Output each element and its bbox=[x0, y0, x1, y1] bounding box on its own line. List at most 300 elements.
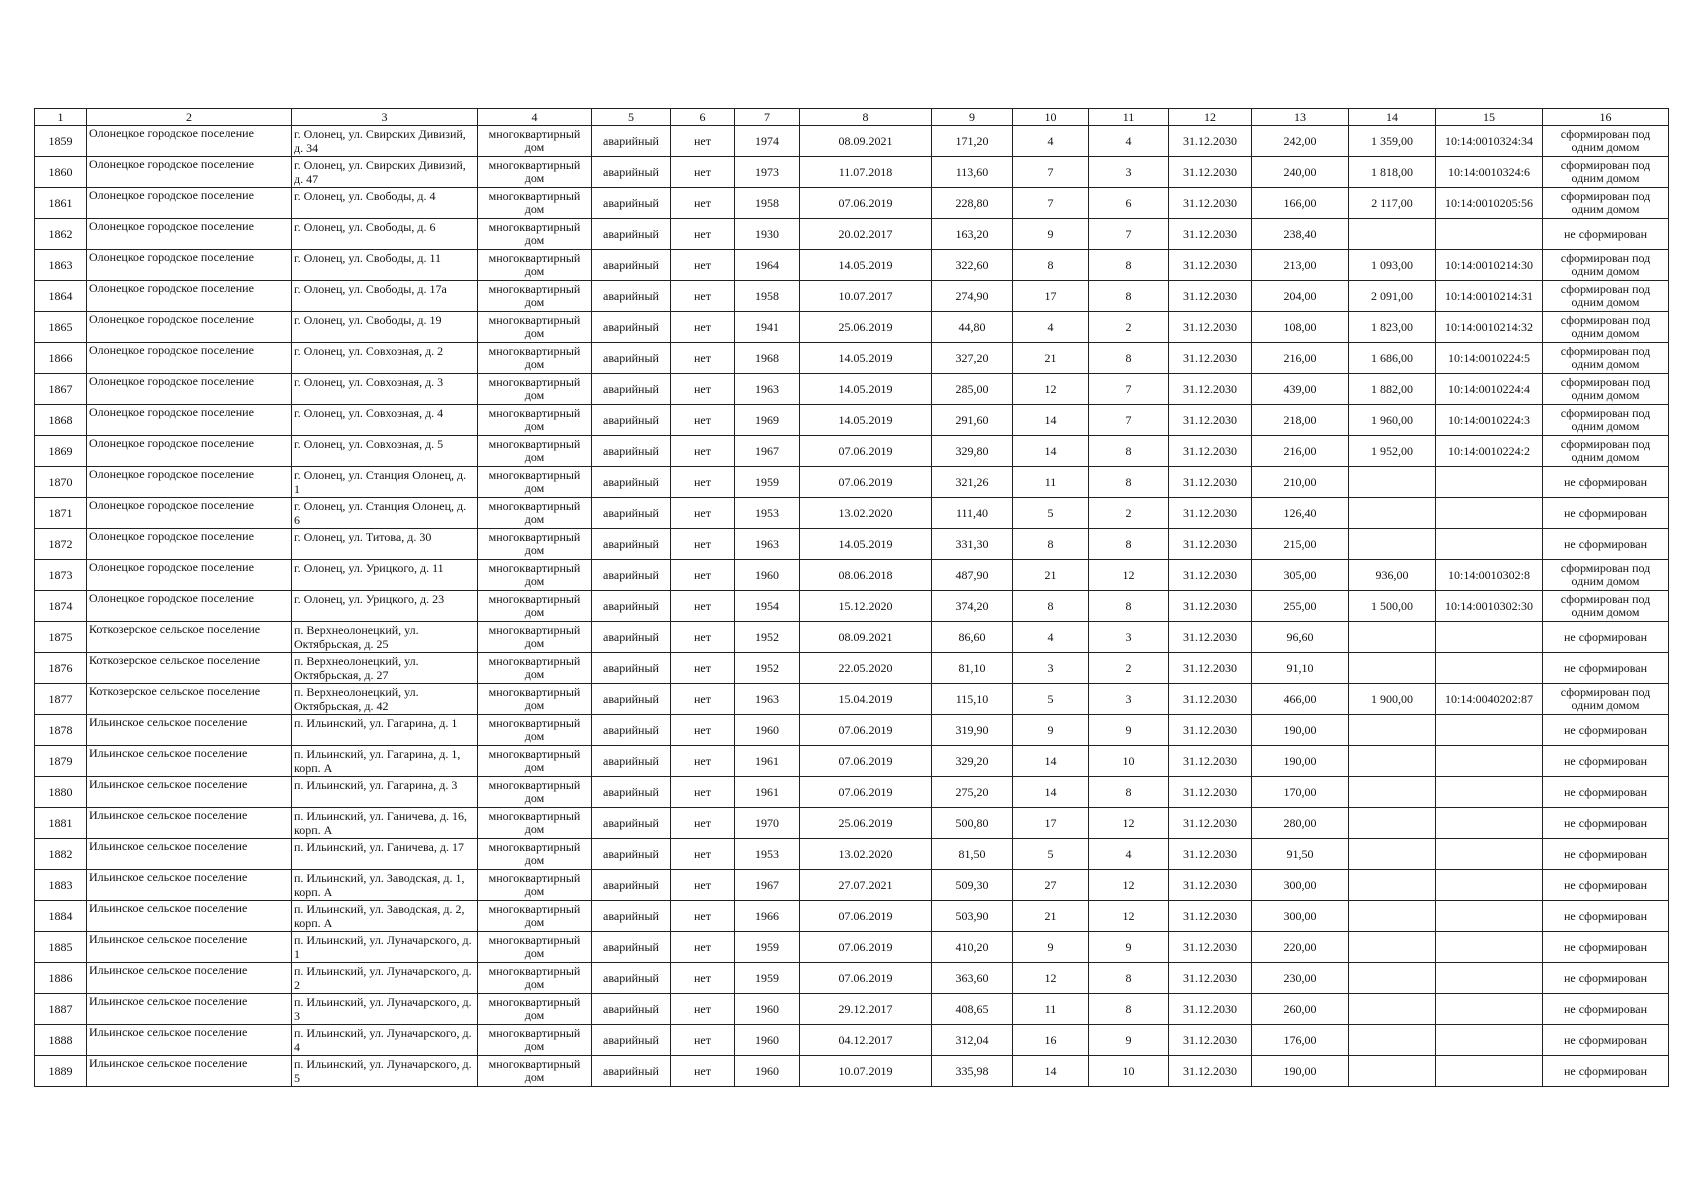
cell-condition: аварийный bbox=[592, 405, 671, 436]
cell-deadline: 31.12.2030 bbox=[1169, 343, 1252, 374]
cell-land-status: не сформирован bbox=[1543, 994, 1669, 1025]
cell-flag: нет bbox=[671, 777, 735, 808]
cell-residents: 5 bbox=[1013, 498, 1089, 529]
cell-settlement: Олонецкое городское поселение bbox=[87, 126, 292, 157]
cell-row-number: 1888 bbox=[35, 1025, 87, 1056]
cell-address: п. Ильинский, ул. Заводская, д. 2, корп. А bbox=[292, 901, 478, 932]
cell-row-number: 1873 bbox=[35, 560, 87, 591]
cell-residents: 17 bbox=[1013, 281, 1089, 312]
cell-condition: аварийный bbox=[592, 126, 671, 157]
cell-deadline: 31.12.2030 bbox=[1169, 932, 1252, 963]
table-body bbox=[35, 109, 1669, 1087]
cell-date: 14.05.2019 bbox=[800, 374, 932, 405]
cell-flag: нет bbox=[671, 188, 735, 219]
cell-land-status: не сформирован bbox=[1543, 529, 1669, 560]
cell-condition: аварийный bbox=[592, 870, 671, 901]
cell-date: 10.07.2017 bbox=[800, 281, 932, 312]
cell-cadastral-number bbox=[1436, 529, 1543, 560]
cell-land-status: сформирован под одним домом bbox=[1543, 591, 1669, 622]
cell-condition: аварийный bbox=[592, 529, 671, 560]
cell-residents: 16 bbox=[1013, 1025, 1089, 1056]
cell-flag: нет bbox=[671, 808, 735, 839]
cell-land-status: не сформирован bbox=[1543, 808, 1669, 839]
table-row bbox=[35, 808, 1669, 839]
cell-date: 20.02.2017 bbox=[800, 219, 932, 250]
table-row bbox=[35, 1025, 1669, 1056]
cell-settlement: Олонецкое городское поселение bbox=[87, 281, 292, 312]
column-header: 3 bbox=[292, 109, 478, 126]
cell-area-value: 170,00 bbox=[1252, 777, 1349, 808]
cell-area-value: 216,00 bbox=[1252, 436, 1349, 467]
cell-land-status: не сформирован bbox=[1543, 963, 1669, 994]
cell-area: 327,20 bbox=[932, 343, 1013, 374]
column-header: 13 bbox=[1252, 109, 1349, 126]
cell-condition: аварийный bbox=[592, 374, 671, 405]
cell-residents: 14 bbox=[1013, 405, 1089, 436]
cell-apartments: 8 bbox=[1089, 343, 1169, 374]
cell-land-area: 1 359,00 bbox=[1349, 126, 1436, 157]
column-header: 16 bbox=[1543, 109, 1669, 126]
cell-apartments: 12 bbox=[1089, 808, 1169, 839]
cell-apartments: 12 bbox=[1089, 560, 1169, 591]
cell-condition: аварийный bbox=[592, 1056, 671, 1087]
cell-cadastral-number bbox=[1436, 1056, 1543, 1087]
cell-area-value: 215,00 bbox=[1252, 529, 1349, 560]
cell-cadastral-number bbox=[1436, 870, 1543, 901]
cell-area-value: 91,10 bbox=[1252, 653, 1349, 684]
cell-address: г. Олонец, ул. Свободы, д. 4 bbox=[292, 188, 478, 219]
cell-deadline: 31.12.2030 bbox=[1169, 157, 1252, 188]
cell-land-status: сформирован под одним домом bbox=[1543, 436, 1669, 467]
table-row bbox=[35, 374, 1669, 405]
cell-area-value: 91,50 bbox=[1252, 839, 1349, 870]
cell-cadastral-number bbox=[1436, 467, 1543, 498]
table-row bbox=[35, 281, 1669, 312]
cell-address: г. Олонец, ул. Свободы, д. 11 bbox=[292, 250, 478, 281]
cell-apartments: 8 bbox=[1089, 994, 1169, 1025]
cell-address: п. Верхнеолонецкий, ул. Октябрьская, д. 25 bbox=[292, 622, 478, 653]
cell-row-number: 1870 bbox=[35, 467, 87, 498]
cell-year-built: 1952 bbox=[735, 622, 800, 653]
cell-land-area: 936,00 bbox=[1349, 560, 1436, 591]
cell-building-type: многоквартирный дом bbox=[478, 188, 592, 219]
column-header: 11 bbox=[1089, 109, 1169, 126]
table-row bbox=[35, 498, 1669, 529]
cell-address: г. Олонец, ул. Совхозная, д. 3 bbox=[292, 374, 478, 405]
cell-building-type: многоквартирный дом bbox=[478, 777, 592, 808]
cell-deadline: 31.12.2030 bbox=[1169, 436, 1252, 467]
cell-condition: аварийный bbox=[592, 963, 671, 994]
cell-residents: 12 bbox=[1013, 374, 1089, 405]
cell-condition: аварийный bbox=[592, 157, 671, 188]
cell-land-status: не сформирован bbox=[1543, 777, 1669, 808]
cell-cadastral-number bbox=[1436, 219, 1543, 250]
cell-flag: нет bbox=[671, 157, 735, 188]
cell-area: 374,20 bbox=[932, 591, 1013, 622]
cell-building-type: многоквартирный дом bbox=[478, 498, 592, 529]
cell-settlement: Олонецкое городское поселение bbox=[87, 343, 292, 374]
cell-address: г. Олонец, ул. Свободы, д. 19 bbox=[292, 312, 478, 343]
cell-row-number: 1875 bbox=[35, 622, 87, 653]
cell-settlement: Коткозерское сельское поселение bbox=[87, 653, 292, 684]
cell-area: 115,10 bbox=[932, 684, 1013, 715]
cell-address: п. Ильинский, ул. Заводская, д. 1, корп. А bbox=[292, 870, 478, 901]
cell-land-status: сформирован под одним домом bbox=[1543, 343, 1669, 374]
table-row bbox=[35, 529, 1669, 560]
cell-year-built: 1960 bbox=[735, 1025, 800, 1056]
cell-date: 08.09.2021 bbox=[800, 622, 932, 653]
cell-area-value: 466,00 bbox=[1252, 684, 1349, 715]
cell-residents: 9 bbox=[1013, 219, 1089, 250]
cell-year-built: 1961 bbox=[735, 777, 800, 808]
cell-row-number: 1884 bbox=[35, 901, 87, 932]
cell-area-value: 190,00 bbox=[1252, 715, 1349, 746]
cell-cadastral-number: 10:14:0010224:4 bbox=[1436, 374, 1543, 405]
cell-date: 14.05.2019 bbox=[800, 529, 932, 560]
table-row bbox=[35, 777, 1669, 808]
cell-deadline: 31.12.2030 bbox=[1169, 126, 1252, 157]
cell-apartments: 2 bbox=[1089, 498, 1169, 529]
cell-settlement: Олонецкое городское поселение bbox=[87, 312, 292, 343]
cell-building-type: многоквартирный дом bbox=[478, 870, 592, 901]
cell-date: 07.06.2019 bbox=[800, 932, 932, 963]
cell-flag: нет bbox=[671, 1056, 735, 1087]
cell-building-type: многоквартирный дом bbox=[478, 374, 592, 405]
cell-residents: 3 bbox=[1013, 653, 1089, 684]
cell-flag: нет bbox=[671, 746, 735, 777]
cell-land-status: не сформирован bbox=[1543, 1056, 1669, 1087]
cell-building-type: многоквартирный дом bbox=[478, 901, 592, 932]
cell-land-status: сформирован под одним домом bbox=[1543, 684, 1669, 715]
cell-apartments: 9 bbox=[1089, 932, 1169, 963]
table-row bbox=[35, 343, 1669, 374]
cell-condition: аварийный bbox=[592, 994, 671, 1025]
cell-area: 509,30 bbox=[932, 870, 1013, 901]
cell-condition: аварийный bbox=[592, 777, 671, 808]
cell-apartments: 3 bbox=[1089, 157, 1169, 188]
cell-residents: 4 bbox=[1013, 622, 1089, 653]
cell-area: 81,10 bbox=[932, 653, 1013, 684]
cell-land-area: 2 117,00 bbox=[1349, 188, 1436, 219]
cell-deadline: 31.12.2030 bbox=[1169, 219, 1252, 250]
cell-land-status: не сформирован bbox=[1543, 498, 1669, 529]
cell-address: г. Олонец, ул. Совхозная, д. 2 bbox=[292, 343, 478, 374]
cell-apartments: 2 bbox=[1089, 312, 1169, 343]
cell-flag: нет bbox=[671, 653, 735, 684]
cell-residents: 21 bbox=[1013, 901, 1089, 932]
cell-date: 07.06.2019 bbox=[800, 777, 932, 808]
cell-apartments: 3 bbox=[1089, 684, 1169, 715]
cell-settlement: Ильинское сельское поселение bbox=[87, 1025, 292, 1056]
cell-condition: аварийный bbox=[592, 281, 671, 312]
cell-building-type: многоквартирный дом bbox=[478, 622, 592, 653]
cell-year-built: 1974 bbox=[735, 126, 800, 157]
cell-settlement: Коткозерское сельское поселение bbox=[87, 622, 292, 653]
cell-area-value: 108,00 bbox=[1252, 312, 1349, 343]
cell-condition: аварийный bbox=[592, 343, 671, 374]
cell-flag: нет bbox=[671, 622, 735, 653]
cell-address: г. Олонец, ул. Урицкого, д. 11 bbox=[292, 560, 478, 591]
table-row bbox=[35, 653, 1669, 684]
cell-residents: 4 bbox=[1013, 312, 1089, 343]
cell-area: 321,26 bbox=[932, 467, 1013, 498]
cell-area-value: 220,00 bbox=[1252, 932, 1349, 963]
cell-area-value: 242,00 bbox=[1252, 126, 1349, 157]
cell-building-type: многоквартирный дом bbox=[478, 281, 592, 312]
cell-land-area bbox=[1349, 808, 1436, 839]
cell-residents: 8 bbox=[1013, 591, 1089, 622]
cell-address: п. Ильинский, ул. Луначарского, д. 5 bbox=[292, 1056, 478, 1087]
cell-cadastral-number: 10:14:0010302:8 bbox=[1436, 560, 1543, 591]
cell-flag: нет bbox=[671, 591, 735, 622]
cell-land-status: сформирован под одним домом bbox=[1543, 126, 1669, 157]
cell-land-status: не сформирован bbox=[1543, 870, 1669, 901]
cell-row-number: 1886 bbox=[35, 963, 87, 994]
cell-land-status: сформирован под одним домом bbox=[1543, 374, 1669, 405]
cell-area: 503,90 bbox=[932, 901, 1013, 932]
cell-year-built: 1968 bbox=[735, 343, 800, 374]
cell-condition: аварийный bbox=[592, 1025, 671, 1056]
cell-residents: 9 bbox=[1013, 715, 1089, 746]
cell-settlement: Ильинское сельское поселение bbox=[87, 715, 292, 746]
cell-apartments: 12 bbox=[1089, 870, 1169, 901]
cell-address: п. Ильинский, ул. Ганичева, д. 17 bbox=[292, 839, 478, 870]
cell-land-area bbox=[1349, 963, 1436, 994]
cell-deadline: 31.12.2030 bbox=[1169, 529, 1252, 560]
cell-date: 29.12.2017 bbox=[800, 994, 932, 1025]
cell-address: г. Олонец, ул. Урицкого, д. 23 bbox=[292, 591, 478, 622]
cell-land-area: 1 823,00 bbox=[1349, 312, 1436, 343]
cell-flag: нет bbox=[671, 684, 735, 715]
cell-row-number: 1874 bbox=[35, 591, 87, 622]
cell-land-status: не сформирован bbox=[1543, 715, 1669, 746]
cell-residents: 12 bbox=[1013, 963, 1089, 994]
column-header: 6 bbox=[671, 109, 735, 126]
cell-settlement: Олонецкое городское поселение bbox=[87, 498, 292, 529]
cell-apartments: 8 bbox=[1089, 436, 1169, 467]
cell-building-type: многоквартирный дом bbox=[478, 746, 592, 777]
cell-flag: нет bbox=[671, 436, 735, 467]
cell-land-area: 2 091,00 bbox=[1349, 281, 1436, 312]
cell-deadline: 31.12.2030 bbox=[1169, 808, 1252, 839]
cell-area-value: 96,60 bbox=[1252, 622, 1349, 653]
cell-settlement: Олонецкое городское поселение bbox=[87, 250, 292, 281]
cell-area-value: 300,00 bbox=[1252, 901, 1349, 932]
cell-deadline: 31.12.2030 bbox=[1169, 870, 1252, 901]
cell-land-area bbox=[1349, 777, 1436, 808]
cell-cadastral-number: 10:14:0010214:32 bbox=[1436, 312, 1543, 343]
cell-date: 13.02.2020 bbox=[800, 839, 932, 870]
cell-residents: 17 bbox=[1013, 808, 1089, 839]
cell-land-area: 1 900,00 bbox=[1349, 684, 1436, 715]
cell-settlement: Олонецкое городское поселение bbox=[87, 188, 292, 219]
cell-deadline: 31.12.2030 bbox=[1169, 560, 1252, 591]
column-header: 2 bbox=[87, 109, 292, 126]
cell-area: 163,20 bbox=[932, 219, 1013, 250]
cell-date: 15.04.2019 bbox=[800, 684, 932, 715]
cell-residents: 11 bbox=[1013, 467, 1089, 498]
table-row bbox=[35, 312, 1669, 343]
cell-flag: нет bbox=[671, 405, 735, 436]
cell-land-status: не сформирован bbox=[1543, 1025, 1669, 1056]
column-header: 7 bbox=[735, 109, 800, 126]
cell-area-value: 255,00 bbox=[1252, 591, 1349, 622]
cell-building-type: многоквартирный дом bbox=[478, 684, 592, 715]
cell-year-built: 1960 bbox=[735, 1056, 800, 1087]
cell-area: 111,40 bbox=[932, 498, 1013, 529]
cell-year-built: 1963 bbox=[735, 529, 800, 560]
cell-land-area bbox=[1349, 622, 1436, 653]
cell-area-value: 190,00 bbox=[1252, 1056, 1349, 1087]
cell-apartments: 4 bbox=[1089, 839, 1169, 870]
cell-area: 312,04 bbox=[932, 1025, 1013, 1056]
cell-building-type: многоквартирный дом bbox=[478, 839, 592, 870]
cell-land-status: сформирован под одним домом bbox=[1543, 312, 1669, 343]
cell-year-built: 1960 bbox=[735, 994, 800, 1025]
table-header-row bbox=[35, 109, 1669, 126]
cell-date: 11.07.2018 bbox=[800, 157, 932, 188]
cell-flag: нет bbox=[671, 839, 735, 870]
cell-area-value: 204,00 bbox=[1252, 281, 1349, 312]
cell-land-status: не сформирован bbox=[1543, 467, 1669, 498]
cell-residents: 14 bbox=[1013, 1056, 1089, 1087]
cell-building-type: многоквартирный дом bbox=[478, 529, 592, 560]
cell-area: 500,80 bbox=[932, 808, 1013, 839]
cell-land-area bbox=[1349, 653, 1436, 684]
cell-row-number: 1889 bbox=[35, 1056, 87, 1087]
table-row bbox=[35, 560, 1669, 591]
cell-settlement: Ильинское сельское поселение bbox=[87, 963, 292, 994]
cell-area-value: 210,00 bbox=[1252, 467, 1349, 498]
cell-land-area bbox=[1349, 715, 1436, 746]
cell-year-built: 1960 bbox=[735, 715, 800, 746]
table-row bbox=[35, 436, 1669, 467]
cell-residents: 21 bbox=[1013, 560, 1089, 591]
cell-land-status: сформирован под одним домом bbox=[1543, 157, 1669, 188]
cell-date: 07.06.2019 bbox=[800, 436, 932, 467]
cell-area-value: 126,40 bbox=[1252, 498, 1349, 529]
cell-deadline: 31.12.2030 bbox=[1169, 715, 1252, 746]
cell-apartments: 9 bbox=[1089, 715, 1169, 746]
cell-cadastral-number bbox=[1436, 963, 1543, 994]
cell-area: 322,60 bbox=[932, 250, 1013, 281]
cell-row-number: 1880 bbox=[35, 777, 87, 808]
cell-address: п. Ильинский, ул. Луначарского, д. 4 bbox=[292, 1025, 478, 1056]
cell-date: 04.12.2017 bbox=[800, 1025, 932, 1056]
cell-condition: аварийный bbox=[592, 436, 671, 467]
cell-settlement: Олонецкое городское поселение bbox=[87, 529, 292, 560]
cell-apartments: 8 bbox=[1089, 281, 1169, 312]
cell-year-built: 1953 bbox=[735, 839, 800, 870]
cell-building-type: многоквартирный дом bbox=[478, 1025, 592, 1056]
cell-settlement: Коткозерское сельское поселение bbox=[87, 684, 292, 715]
cell-residents: 4 bbox=[1013, 126, 1089, 157]
cell-cadastral-number: 10:14:0010224:2 bbox=[1436, 436, 1543, 467]
cell-land-status: не сформирован bbox=[1543, 622, 1669, 653]
cell-address: г. Олонец, ул. Совхозная, д. 5 bbox=[292, 436, 478, 467]
cell-address: п. Ильинский, ул. Луначарского, д. 1 bbox=[292, 932, 478, 963]
cell-area: 113,60 bbox=[932, 157, 1013, 188]
cell-land-area: 1 818,00 bbox=[1349, 157, 1436, 188]
cell-row-number: 1866 bbox=[35, 343, 87, 374]
cell-building-type: многоквартирный дом bbox=[478, 157, 592, 188]
cell-deadline: 31.12.2030 bbox=[1169, 188, 1252, 219]
cell-land-area: 1 500,00 bbox=[1349, 591, 1436, 622]
cell-building-type: многоквартирный дом bbox=[478, 219, 592, 250]
cell-land-area bbox=[1349, 839, 1436, 870]
cell-address: г. Олонец, ул. Свирских Дивизий, д. 47 bbox=[292, 157, 478, 188]
cell-apartments: 7 bbox=[1089, 374, 1169, 405]
cell-area: 319,90 bbox=[932, 715, 1013, 746]
cell-apartments: 3 bbox=[1089, 622, 1169, 653]
cell-apartments: 8 bbox=[1089, 963, 1169, 994]
cell-area-value: 176,00 bbox=[1252, 1025, 1349, 1056]
cell-flag: нет bbox=[671, 126, 735, 157]
cell-cadastral-number bbox=[1436, 839, 1543, 870]
cell-row-number: 1881 bbox=[35, 808, 87, 839]
cell-land-area bbox=[1349, 529, 1436, 560]
cell-settlement: Олонецкое городское поселение bbox=[87, 591, 292, 622]
cell-row-number: 1872 bbox=[35, 529, 87, 560]
cell-date: 27.07.2021 bbox=[800, 870, 932, 901]
cell-area-value: 230,00 bbox=[1252, 963, 1349, 994]
cell-year-built: 1967 bbox=[735, 870, 800, 901]
table-row bbox=[35, 901, 1669, 932]
table-row bbox=[35, 126, 1669, 157]
cell-cadastral-number: 10:14:0010205:56 bbox=[1436, 188, 1543, 219]
cell-area-value: 218,00 bbox=[1252, 405, 1349, 436]
cell-date: 08.06.2018 bbox=[800, 560, 932, 591]
cell-building-type: многоквартирный дом bbox=[478, 436, 592, 467]
cell-settlement: Олонецкое городское поселение bbox=[87, 374, 292, 405]
cell-date: 08.09.2021 bbox=[800, 126, 932, 157]
cell-row-number: 1865 bbox=[35, 312, 87, 343]
cell-settlement: Ильинское сельское поселение bbox=[87, 870, 292, 901]
cell-residents: 14 bbox=[1013, 436, 1089, 467]
table-row bbox=[35, 250, 1669, 281]
cell-row-number: 1861 bbox=[35, 188, 87, 219]
cell-cadastral-number bbox=[1436, 1025, 1543, 1056]
cell-area: 81,50 bbox=[932, 839, 1013, 870]
cell-building-type: многоквартирный дом bbox=[478, 808, 592, 839]
cell-cadastral-number bbox=[1436, 746, 1543, 777]
table-row bbox=[35, 839, 1669, 870]
cell-area: 171,20 bbox=[932, 126, 1013, 157]
cell-address: г. Олонец, ул. Свирских Дивизий, д. 34 bbox=[292, 126, 478, 157]
cell-building-type: многоквартирный дом bbox=[478, 250, 592, 281]
cell-year-built: 1941 bbox=[735, 312, 800, 343]
table-row bbox=[35, 188, 1669, 219]
cell-deadline: 31.12.2030 bbox=[1169, 281, 1252, 312]
cell-building-type: многоквартирный дом bbox=[478, 963, 592, 994]
cell-residents: 27 bbox=[1013, 870, 1089, 901]
cell-address: п. Ильинский, ул. Ганичева, д. 16, корп. А bbox=[292, 808, 478, 839]
table-row bbox=[35, 405, 1669, 436]
cell-cadastral-number: 10:14:0010324:6 bbox=[1436, 157, 1543, 188]
cell-area: 285,00 bbox=[932, 374, 1013, 405]
cell-land-area bbox=[1349, 994, 1436, 1025]
cell-land-status: не сформирован bbox=[1543, 653, 1669, 684]
cell-land-area: 1 882,00 bbox=[1349, 374, 1436, 405]
cell-settlement: Олонецкое городское поселение bbox=[87, 467, 292, 498]
cell-land-area bbox=[1349, 219, 1436, 250]
cell-year-built: 1967 bbox=[735, 436, 800, 467]
cell-condition: аварийный bbox=[592, 560, 671, 591]
cell-deadline: 31.12.2030 bbox=[1169, 622, 1252, 653]
cell-land-status: не сформирован bbox=[1543, 746, 1669, 777]
cell-row-number: 1876 bbox=[35, 653, 87, 684]
column-header: 9 bbox=[932, 109, 1013, 126]
